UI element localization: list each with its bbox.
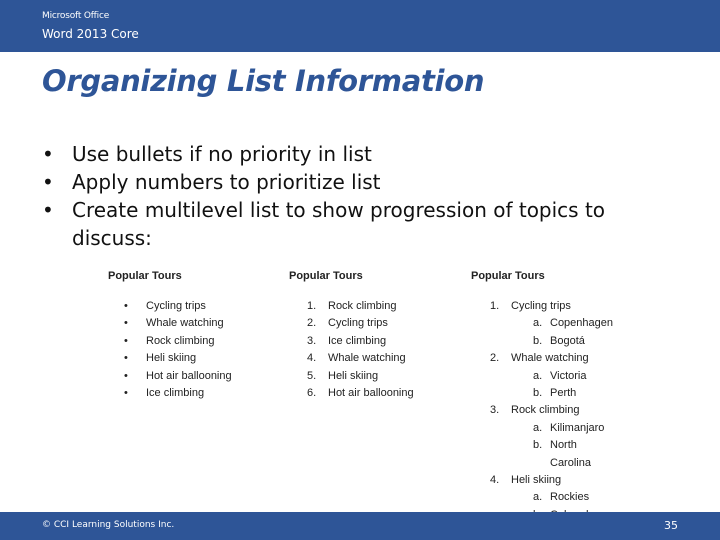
list-item-number: 3.	[307, 334, 317, 347]
bullet-text: Create multilevel list to show progression of topics to discuss:	[72, 198, 606, 250]
list-item-text: Kilimanjaro	[550, 421, 605, 434]
list-subitem	[533, 368, 587, 385]
sample-title: Popular Tours	[471, 270, 545, 282]
list-item	[307, 315, 388, 332]
list-item-text: Whale watching	[146, 317, 224, 330]
list-item-text: Rockies	[550, 491, 590, 504]
copyright-text: © CCI Learning Solutions Inc.	[42, 520, 175, 530]
list-item	[307, 350, 406, 367]
list-item-text: Cycling trips	[328, 317, 388, 330]
footer-band	[0, 512, 720, 540]
sample-numbered-list	[289, 270, 414, 402]
bullet-item	[42, 140, 682, 168]
list-subitem	[533, 333, 585, 350]
list-item-text: Cycling trips	[146, 300, 206, 312]
slide-number: 35	[664, 519, 678, 532]
bullet-dot-icon: •	[124, 300, 128, 312]
list-item-number: 2.	[307, 317, 317, 330]
list-subitem	[533, 437, 577, 454]
sample-multilevel-list	[471, 270, 614, 524]
list-item-letter: a.	[533, 369, 543, 382]
list-subitem-continuation	[533, 455, 591, 472]
list-item-text: Victoria	[550, 369, 587, 382]
bullet-dot-icon: •	[42, 198, 54, 222]
list-item-text: Perth	[550, 386, 577, 399]
brand-label: Microsoft Office	[42, 11, 110, 21]
list-item-text: Cycling trips	[511, 300, 571, 312]
list-subitem	[533, 420, 605, 437]
list-item-number: 6.	[307, 386, 317, 399]
list-item-text: Hot air ballooning	[328, 386, 414, 399]
list-item-text: Ice climbing	[328, 334, 387, 347]
list-item-text: Heli skiing	[511, 473, 562, 486]
list-item	[124, 298, 206, 315]
bullet-dot-icon: •	[124, 317, 128, 330]
bullet-item	[42, 168, 682, 196]
list-item	[124, 315, 224, 332]
list-item	[124, 350, 197, 367]
list-item	[490, 472, 562, 489]
list-item-text: Whale watching	[511, 352, 589, 365]
list-item-text: Rock climbing	[511, 404, 580, 417]
list-item-number: 4.	[307, 352, 317, 365]
list-item-letter: a.	[533, 491, 543, 504]
bullet-text: Apply numbers to prioritize list	[72, 170, 381, 194]
sample-title: Popular Tours	[289, 270, 363, 282]
list-item-text: Bogotá	[550, 334, 585, 347]
list-item-letter: b.	[533, 334, 543, 347]
list-item	[307, 298, 397, 315]
list-item-text: Ice climbing	[146, 386, 205, 399]
list-item-text: Hot air ballooning	[146, 369, 232, 382]
list-item-letter: b.	[533, 386, 543, 399]
list-subitem	[533, 315, 614, 332]
list-item	[307, 368, 379, 385]
header-band	[0, 0, 720, 52]
sample-bulleted-list	[108, 270, 232, 402]
list-item-number: 1.	[490, 300, 500, 312]
list-item	[490, 402, 580, 419]
list-item-number: 4.	[490, 473, 500, 486]
list-item-text: Heli skiing	[328, 369, 379, 382]
list-subitem	[533, 385, 577, 402]
bullet-item	[42, 196, 682, 252]
bullet-text: Use bullets if no priority in list	[72, 142, 372, 166]
list-item-text: North	[550, 439, 577, 452]
list-item-text: Carolina	[550, 456, 591, 469]
list-item-number: 2.	[490, 352, 500, 365]
list-item-letter: a.	[533, 421, 543, 434]
list-item-number: 1.	[307, 300, 317, 312]
bullet-list	[42, 140, 682, 252]
list-item-number: 3.	[490, 404, 500, 417]
list-item	[307, 385, 414, 402]
bullet-dot-icon: •	[124, 369, 128, 382]
list-item-number: 5.	[307, 369, 317, 382]
bullet-dot-icon: •	[124, 352, 128, 365]
list-subitem	[533, 489, 590, 506]
list-item-text: Copenhagen	[550, 317, 614, 330]
list-item-text: Rock climbing	[328, 300, 397, 312]
list-item-letter: b.	[533, 439, 543, 452]
list-item	[124, 333, 215, 350]
bullet-dot-icon: •	[42, 142, 54, 166]
list-item-letter: a.	[533, 317, 543, 330]
list-item-text: Whale watching	[328, 352, 406, 365]
list-item	[124, 385, 205, 402]
bullet-dot-icon: •	[124, 334, 128, 347]
product-label: Word 2013 Core	[42, 27, 139, 41]
sample-title: Popular Tours	[108, 270, 182, 282]
list-item	[307, 333, 387, 350]
list-item-text: Rock climbing	[146, 334, 215, 347]
bullet-dot-icon: •	[124, 386, 128, 399]
slide-title: Organizing List Information	[42, 64, 485, 98]
list-item	[490, 350, 589, 367]
list-item-text: Heli skiing	[146, 352, 197, 365]
bullet-dot-icon: •	[42, 170, 54, 194]
list-item	[124, 368, 232, 385]
list-item	[490, 298, 571, 315]
